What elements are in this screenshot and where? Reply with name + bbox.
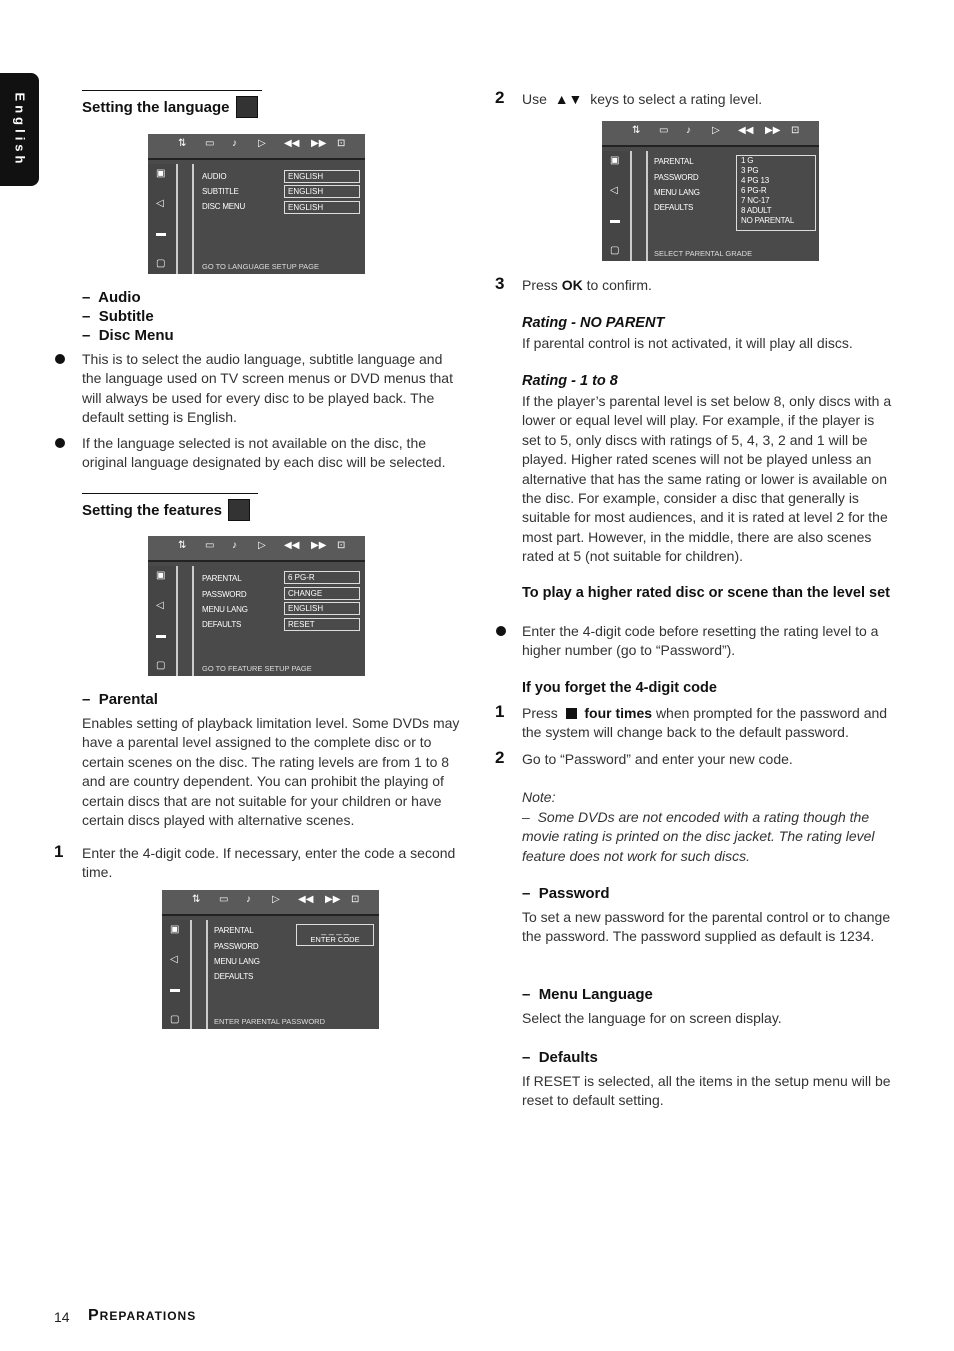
menu-value-menu-lang: ENGLISH	[284, 602, 360, 615]
forget-step1-post: when prompted for the password and the system will change back to the default password.	[522, 705, 888, 741]
lang-bullet-2: If the language selected is not available on the disc, the original language designated by each disc will be selected.	[82, 435, 446, 471]
ok-key: OK	[561, 277, 583, 293]
screen-side-icons: ▣ ◁ ▬ ▢	[602, 151, 632, 261]
screen-toolbar: ⇅ ▭ ♪ ▷ ◀◀ ▶▶ ⊡	[148, 134, 365, 160]
bullet-dot	[55, 354, 65, 364]
step3-post: to confirm.	[586, 277, 652, 293]
menu-item-password: PASSWORD	[214, 942, 259, 951]
dash-defaults-label: Defaults	[538, 1049, 598, 1066]
step3-text	[522, 276, 894, 295]
step-number: 1	[54, 842, 64, 861]
dash-audio: – Audio	[82, 289, 141, 306]
screen-main	[206, 920, 379, 1029]
dash-password-label: Password	[538, 885, 610, 902]
menu-item-parental: PARENTAL	[202, 574, 242, 583]
dash-password: – Password	[522, 885, 610, 902]
dash-menu-language-label: Menu Language	[538, 986, 653, 1003]
dash-parental: – Parental	[82, 691, 158, 708]
section-title-rest: REPARATIONS	[99, 1309, 197, 1323]
dash-audio-label: Audio	[98, 289, 141, 306]
rating-no-parent-text: If parental control is not activated, it will play all discs.	[522, 335, 853, 351]
step2-pre: Use	[522, 91, 547, 107]
forget-step1-text	[522, 704, 894, 743]
step2-post: keys to select a rating level.	[590, 91, 763, 107]
screen-hint: ENTER PARENTAL PASSWORD	[214, 1017, 325, 1026]
dash-parental-label: Parental	[98, 691, 158, 708]
menu-item-password: PASSWORD	[654, 173, 699, 182]
dash-disc-menu-label: Disc Menu	[98, 327, 174, 344]
note-text: – Some DVDs are not encoded with a rating though the movie rating is printed on the disc jacket. The rating level feature does not work for such discs.	[522, 809, 875, 864]
screen-main	[192, 566, 365, 676]
screen-hint: SELECT PARENTAL GRADE	[654, 249, 753, 258]
dash-disc-menu: – Disc Menu	[82, 327, 174, 344]
features-icon	[228, 499, 250, 521]
language-side-tab	[0, 73, 39, 186]
higher-rated-title: To play a higher rated disc or scene than the level set	[522, 585, 890, 601]
rating-option[interactable]: 4 PG 13	[741, 176, 769, 185]
note-title: Note:	[522, 789, 556, 805]
screen-toolbar: ⇅ ▭ ♪ ▷ ◀◀ ▶▶ ⊡	[148, 536, 365, 562]
menu-item-parental: PARENTAL	[654, 157, 694, 166]
menu-item-defaults: DEFAULTS	[202, 620, 242, 629]
rating-1-8-title: Rating - 1 to 8	[522, 373, 618, 389]
screen-main	[192, 164, 365, 274]
menu-value-audio: ENGLISH	[284, 170, 360, 183]
dash-subtitle: – Subtitle	[82, 308, 154, 325]
screen-hint: GO TO LANGUAGE SETUP PAGE	[202, 262, 319, 271]
setting-features-title: Setting the features	[82, 501, 223, 519]
parental-text: Enables setting of playback limitation level. Some DVDs may have a parental level assigned to the complete disc or to certain scenes on the disc. The rating levels are from 1 to 8 and are country dependent. You can prohibit the playing of certain discs that are not suitable for your children or have certain discs played with alternative scenes.	[82, 715, 460, 829]
menu-item-audio: AUDIO	[202, 172, 227, 181]
menu-item-menu-lang: MENU LANG	[202, 605, 248, 614]
step3-pre: Press	[522, 277, 558, 293]
rating-option[interactable]: 3 PG	[741, 166, 759, 175]
feature-setup-screen	[148, 536, 365, 676]
dash-subtitle-label: Subtitle	[98, 308, 154, 325]
forget-step1-key: four times	[584, 705, 653, 721]
screen-toolbar: ⇅ ▭ ♪ ▷ ◀◀ ▶▶ ⊡	[602, 121, 819, 147]
higher-rated-text: Enter the 4-digit code before resetting the rating level to a higher number (go to “Password”).	[522, 623, 879, 659]
dash-defaults: – Defaults	[522, 1049, 598, 1066]
menu-value-parental: 6 PG-R	[284, 571, 360, 584]
subtitle-icon	[236, 96, 258, 118]
bullet-dot	[496, 626, 506, 636]
rating-option[interactable]: 7 NC-17	[741, 196, 770, 205]
page-number: 14	[54, 1309, 70, 1325]
setting-language-heading	[82, 90, 262, 118]
side-tab-label: English	[12, 92, 27, 167]
lang-bullet-1: This is to select the audio language, subtitle language and the language used on TV screen menus or DVD menus that will always be used for every disc to be played back. The default setting is English.	[82, 351, 453, 426]
note-body: Some DVDs are not encoded with a rating though the movie rating is printed on the disc jacket. The rating level feature does not work for such discs.	[522, 809, 875, 864]
menu-value-disc-menu: ENGLISH	[284, 201, 360, 214]
screen-side-icons: ▣ ◁ ▬ ▢	[148, 566, 178, 676]
menu-item-parental: PARENTAL	[214, 926, 254, 935]
enter-code-label: ENTER CODE	[310, 935, 360, 944]
rating-option[interactable]: 1 G	[741, 156, 754, 165]
rating-list[interactable]	[736, 155, 816, 231]
parental-grade-screen	[602, 121, 819, 261]
menu-item-defaults: DEFAULTS	[214, 972, 254, 981]
screen-side-icons: ▣ ◁ ▬ ▢	[162, 920, 192, 1029]
rating-option[interactable]: 8 ADULT	[741, 206, 772, 215]
menu-item-disc-menu: DISC MENU	[202, 202, 246, 211]
rating-1-8-text: If the player’s parental level is set below 8, only discs with a lower or equal level will play. For example, if the player is set to 5, only discs with ratings of 5, 4, 3, 2 and 1 will be played. Higher rated scenes will not be played unless an alternative that has the same rating or lower is available on the disc. For example, consider a disc that generally is suitable for most audiences, and it is rated at level 2 for the most part. However, in the middle, there are also scenes rated at 5 (not suitable for children).	[522, 393, 892, 565]
setting-features-heading	[82, 493, 258, 521]
menu-item-defaults: DEFAULTS	[654, 203, 694, 212]
menu-item-menu-lang: MENU LANG	[654, 188, 700, 197]
screen-toolbar: ⇅ ▭ ♪ ▷ ◀◀ ▶▶ ⊡	[162, 890, 379, 916]
menu-value-subtitle: ENGLISH	[284, 185, 360, 198]
rating-option-selected[interactable]: 6 PG-R	[741, 186, 767, 195]
defaults-text: If RESET is selected, all the items in the setup menu will be reset to default setting.	[522, 1073, 891, 1109]
password-text: To set a new password for the parental control or to change the password. The password supplied as default is 1234.	[522, 909, 891, 945]
step-number: 2	[495, 88, 505, 107]
parental-password-screen	[162, 890, 379, 1029]
screen-side-icons: ▣ ◁ ▬ ▢	[148, 164, 178, 274]
step-number: 1	[495, 702, 505, 721]
menu-item-menu-lang: MENU LANG	[214, 957, 260, 966]
forget-step1-pre: Press	[522, 705, 558, 721]
menu-value-defaults: RESET	[284, 618, 360, 631]
step1-text: Enter the 4-digit code. If necessary, enter the code a second time.	[82, 845, 456, 881]
menu-value-password: CHANGE	[284, 587, 360, 600]
menu-language-text: Select the language for on screen display.	[522, 1010, 782, 1026]
forget-code-title: If you forget the 4-digit code	[522, 680, 717, 696]
rating-option[interactable]: NO PARENTAL	[741, 216, 795, 225]
section-title-initial: P	[88, 1307, 100, 1324]
section-title	[88, 1307, 196, 1325]
dash-menu-language: – Menu Language	[522, 986, 653, 1003]
arrow-keys-icon: ▲▼	[554, 91, 583, 107]
menu-item-subtitle: SUBTITLE	[202, 187, 239, 196]
rating-no-parent-title: Rating - NO PARENT	[522, 315, 665, 331]
step-number: 3	[495, 274, 505, 293]
setting-language-title: Setting the language	[82, 98, 230, 116]
language-setup-screen	[148, 134, 365, 274]
bullet-dot	[55, 438, 65, 448]
menu-item-password: PASSWORD	[202, 590, 247, 599]
step2-text	[522, 90, 894, 109]
screen-hint: GO TO FEATURE SETUP PAGE	[202, 664, 312, 673]
code-slots: _ _ _ _	[321, 925, 349, 935]
stop-icon	[566, 708, 577, 719]
forget-step2-text: Go to “Password” and enter your new code.	[522, 751, 793, 767]
code-entry-box[interactable]	[296, 924, 374, 946]
step-number: 2	[495, 748, 505, 767]
screen-main	[646, 151, 819, 261]
